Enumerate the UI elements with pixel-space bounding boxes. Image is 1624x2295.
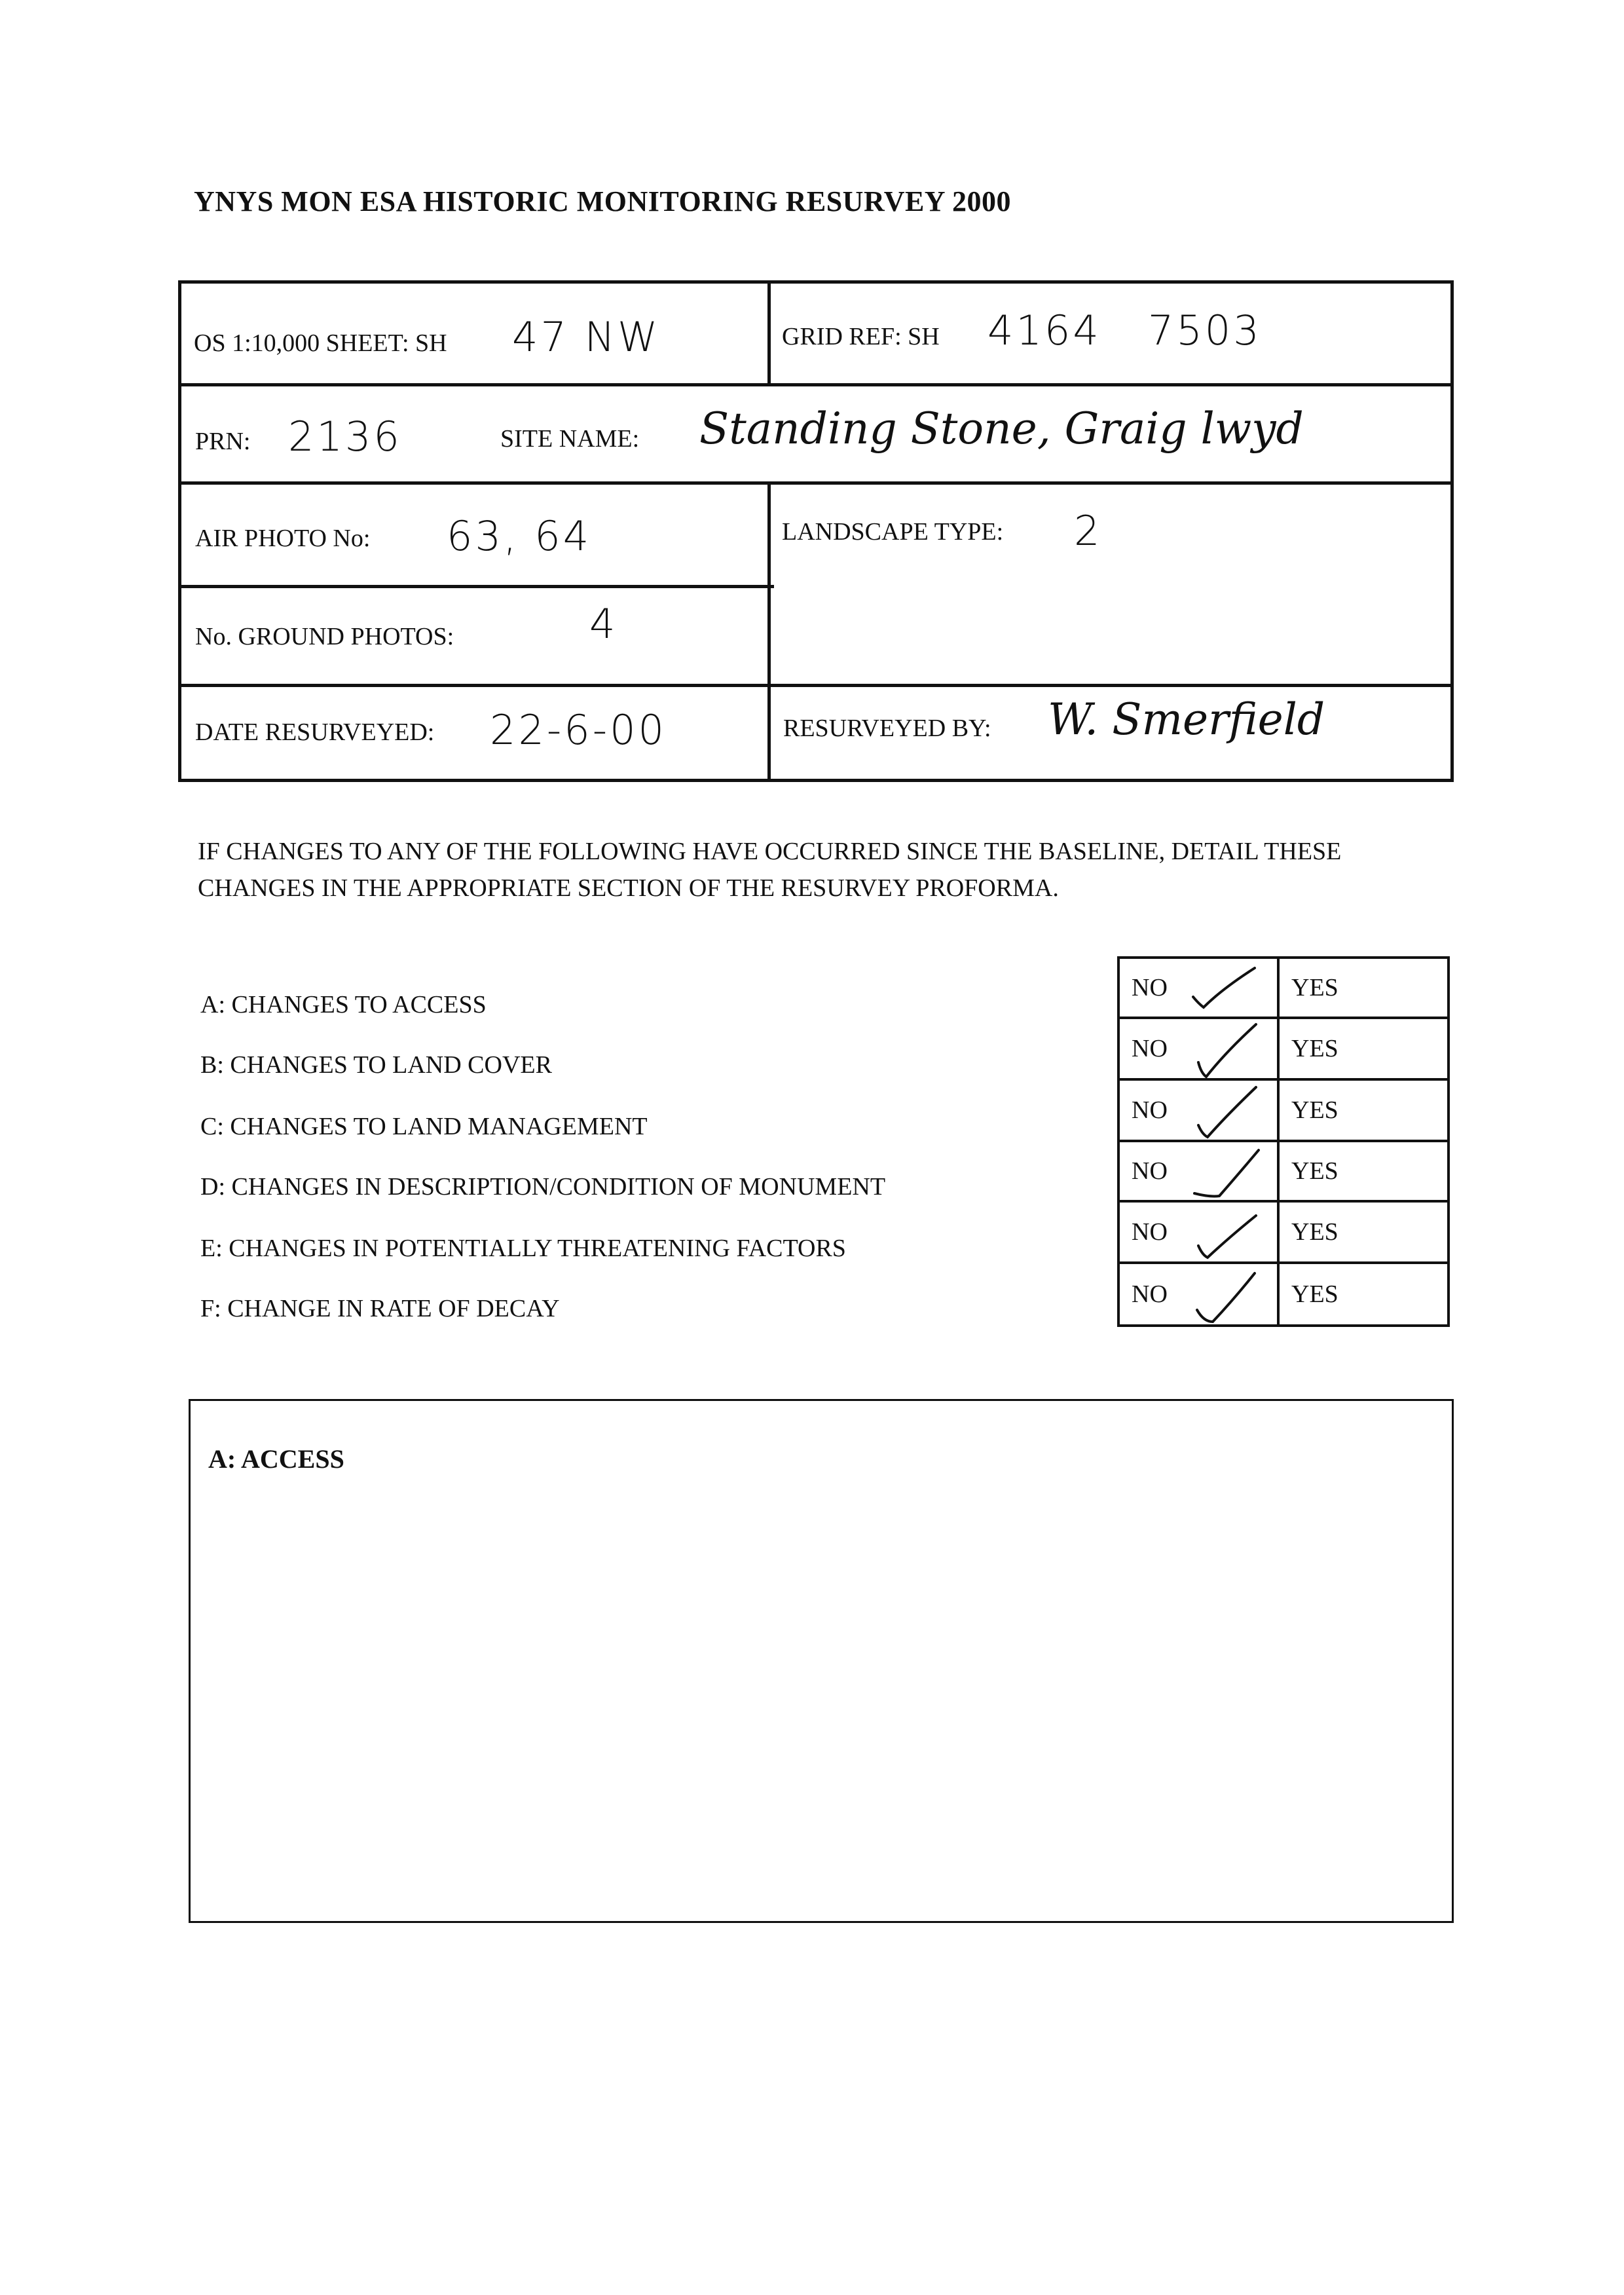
no-label: NO: [1132, 974, 1168, 1001]
checkmark-icon: [1190, 1146, 1263, 1203]
divider: [767, 481, 771, 782]
site-name-label: SITE NAME:: [500, 425, 640, 453]
yes-cell-e[interactable]: [1277, 1200, 1450, 1264]
yes-label: YES: [1291, 1280, 1338, 1308]
yes-label: YES: [1291, 1035, 1338, 1062]
air-photo-value: 63, 64: [447, 512, 592, 560]
checkmark-icon: [1194, 1020, 1260, 1081]
change-label-b: B: CHANGES TO LAND COVER: [200, 1051, 552, 1079]
landscape-type-label: LANDSCAPE TYPE:: [782, 518, 1004, 546]
no-label: NO: [1132, 1280, 1168, 1308]
change-checkbox-grid: [1117, 956, 1450, 1327]
divider: [178, 481, 1454, 485]
resurveyed-by-label: RESURVEYED BY:: [783, 715, 991, 742]
grid-ref-label: GRID REF: SH: [782, 323, 940, 350]
yes-cell-d[interactable]: [1277, 1140, 1450, 1203]
yes-label: YES: [1291, 1096, 1338, 1124]
instructions-text: IF CHANGES TO ANY OF THE FOLLOWING HAVE OCCURRED SINCE THE BASELINE, DETAIL THESE CHANGES IN THE APPROPRIATE SECTION OF THE RESURVEY PROFORMA.: [198, 838, 1342, 902]
checkmark-icon: [1194, 1082, 1260, 1142]
checkmark-icon: [1194, 1212, 1260, 1261]
yes-label: YES: [1291, 1157, 1338, 1185]
change-label-c: C: CHANGES TO LAND MANAGEMENT: [200, 1113, 648, 1140]
no-label: NO: [1132, 1096, 1168, 1124]
checkmark-icon: [1193, 1269, 1259, 1327]
os-sheet-label: OS 1:10,000 SHEET: SH: [194, 329, 447, 357]
access-section-title: A: ACCESS: [208, 1444, 344, 1474]
yes-cell-f[interactable]: [1277, 1261, 1450, 1327]
yes-label: YES: [1291, 1218, 1338, 1246]
divider: [178, 585, 774, 588]
resurveyed-by-value: W. Smerfield: [1048, 694, 1325, 745]
date-resurveyed-label: DATE RESURVEYED:: [195, 718, 435, 746]
yes-cell-b[interactable]: [1277, 1017, 1450, 1081]
ground-photos-label: No. GROUND PHOTOS:: [195, 623, 454, 650]
access-section-content[interactable]: [208, 1487, 1426, 1893]
yes-cell-c[interactable]: [1277, 1078, 1450, 1142]
divider: [178, 383, 1454, 386]
change-label-f: F: CHANGE IN RATE OF DECAY: [200, 1295, 560, 1322]
grid-ref-value: 4164 7503: [987, 307, 1262, 354]
no-label: NO: [1132, 1157, 1168, 1185]
landscape-type-value: 2: [1074, 507, 1103, 555]
os-sheet-value: 47 NW: [512, 313, 661, 361]
checkmark-icon: [1189, 963, 1261, 1015]
change-label-e: E: CHANGES IN POTENTIALLY THREATENING FACTORS: [200, 1235, 846, 1262]
site-name-value: Standing Stone, Graig lwyd: [699, 403, 1304, 454]
no-label: NO: [1132, 1218, 1168, 1246]
change-label-a: A: CHANGES TO ACCESS: [200, 991, 487, 1018]
prn-label: PRN:: [195, 428, 251, 455]
page-title: YNYS MON ESA HISTORIC MONITORING RESURVEY 2000: [194, 185, 1011, 217]
divider: [767, 280, 771, 385]
air-photo-label: AIR PHOTO No:: [195, 525, 371, 552]
yes-label: YES: [1291, 974, 1338, 1001]
divider: [178, 684, 1454, 687]
ground-photos-value: 4: [589, 600, 618, 648]
yes-cell-a[interactable]: [1277, 956, 1450, 1019]
date-resurveyed-value: 22-6-00: [490, 706, 667, 754]
prn-value: 2136: [288, 413, 402, 460]
change-label-d: D: CHANGES IN DESCRIPTION/CONDITION OF MONUMENT: [200, 1173, 886, 1201]
no-label: NO: [1132, 1035, 1168, 1062]
